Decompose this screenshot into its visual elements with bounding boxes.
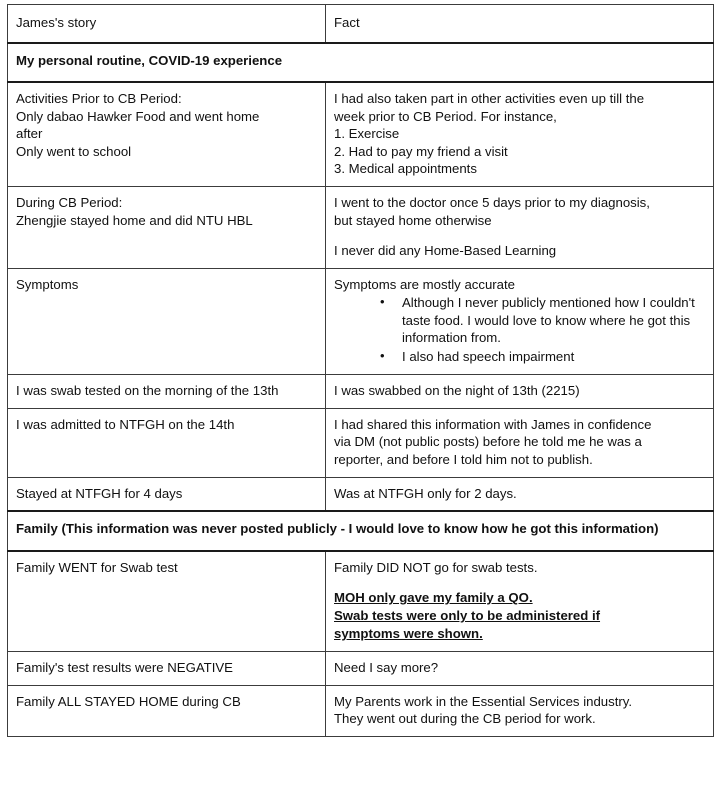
story-line: Stayed at NTFGH for 4 days <box>16 485 183 501</box>
fact-line: I went to the doctor once 5 days prior to my diagnosis, <box>334 195 650 211</box>
story-cell <box>8 268 326 375</box>
story-line: after <box>16 126 43 142</box>
emphasis-line: Swab tests were only to be administered if <box>334 608 601 624</box>
story-line: I was swab tested on the morning of the 13th <box>16 383 279 399</box>
table-row <box>8 82 714 186</box>
table-row <box>8 408 714 477</box>
section-heading-personal-routine: My personal routine, COVID-19 experience <box>8 43 714 83</box>
story-line: During CB Period: <box>16 195 123 211</box>
story-line: Zhengjie stayed home and did NTU HBL <box>16 212 253 228</box>
story-line: Only went to school <box>16 143 132 159</box>
story-line: I was admitted to NTFGH on the 14th <box>16 416 235 432</box>
fact-line: reporter, and before I told him not to publish. <box>334 452 593 468</box>
fact-line: Symptoms are mostly accurate <box>334 276 516 292</box>
table-row <box>8 477 714 511</box>
fact-line: 2. Had to pay my friend a visit <box>334 143 508 159</box>
story-cell <box>8 82 326 186</box>
fact-line: I had also taken part in other activities even up till the <box>334 91 645 107</box>
story-line: Family's test results were NEGATIVE <box>16 660 233 676</box>
fact-line: They went out during the CB period for work. <box>334 711 596 727</box>
story-cell <box>8 477 326 511</box>
fact-line: week prior to CB Period. For instance, <box>334 108 557 124</box>
fact-cell <box>326 408 714 477</box>
column-header-fact: Fact <box>326 5 714 43</box>
fact-check-table <box>7 4 714 737</box>
fact-line: 3. Medical appointments <box>334 161 477 177</box>
story-line: Family WENT for Swab test <box>16 559 178 575</box>
section-heading-row-family <box>8 511 714 551</box>
paragraph-spacer <box>334 229 705 242</box>
table-row <box>8 685 714 736</box>
story-cell <box>8 551 326 652</box>
section-heading-row-personal-routine <box>8 43 714 83</box>
fact-cell <box>326 82 714 186</box>
fact-line: but stayed home otherwise <box>334 212 492 228</box>
section-heading-family: Family (This information was never posted publicly - I would love to know how he got this information) <box>8 511 714 551</box>
fact-cell <box>326 685 714 736</box>
fact-line: I had shared this information with James in confidence <box>334 416 652 432</box>
fact-cell <box>326 477 714 511</box>
story-cell <box>8 375 326 409</box>
table-header-row <box>8 5 714 43</box>
fact-emphasis-block <box>334 589 705 643</box>
table-row <box>8 551 714 652</box>
fact-line: Family DID NOT go for swab tests. <box>334 559 538 575</box>
story-cell <box>8 652 326 686</box>
list-item: • I also had speech impairment <box>380 348 705 366</box>
fact-line: Need I say more? <box>334 660 439 676</box>
story-cell <box>8 685 326 736</box>
table-row <box>8 268 714 375</box>
emphasis-line: symptoms were shown. <box>334 626 483 642</box>
fact-cell <box>326 187 714 269</box>
paragraph-spacer <box>334 576 705 589</box>
fact-line: I never did any Home-Based Learning <box>334 243 557 259</box>
fact-line: I was swabbed on the night of 13th (2215) <box>334 383 580 399</box>
fact-cell <box>326 375 714 409</box>
emphasis-line: MOH only gave my family a QO. <box>334 590 533 606</box>
story-line: Activities Prior to CB Period: <box>16 91 182 107</box>
fact-cell <box>326 268 714 375</box>
story-line: Family ALL STAYED HOME during CB <box>16 693 241 709</box>
story-line: Symptoms <box>16 276 79 292</box>
fact-line: My Parents work in the Essential Services industry. <box>334 693 633 709</box>
story-cell <box>8 408 326 477</box>
fact-cell <box>326 551 714 652</box>
fact-cell <box>326 652 714 686</box>
story-cell <box>8 187 326 269</box>
story-line: Only dabao Hawker Food and went home <box>16 108 260 124</box>
fact-bullet-list <box>334 294 705 365</box>
fact-line: via DM (not public posts) before he told me he was a <box>334 434 642 450</box>
fact-line: 1. Exercise <box>334 126 400 142</box>
column-header-story: James's story <box>8 5 326 43</box>
table-row <box>8 187 714 269</box>
fact-line: Was at NTFGH only for 2 days. <box>334 485 517 501</box>
table-row <box>8 652 714 686</box>
table-row <box>8 375 714 409</box>
list-item: • Although I never publicly mentioned how I couldn't taste food. I would love to know where he got this information from. <box>380 294 705 347</box>
